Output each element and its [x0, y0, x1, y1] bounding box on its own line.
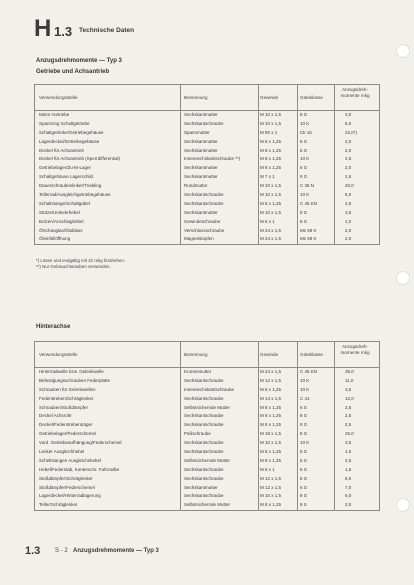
table-body: [35, 111, 379, 244]
page-footer: [25, 545, 325, 559]
table-cell: Schrauben für Gelenkwellen: [39, 386, 96, 392]
binder-holes: [396, 0, 410, 585]
table-cell: Federstreben/Schräglenker: [39, 395, 94, 401]
table-cell: M 80 x 1: [260, 129, 278, 135]
table-row: [35, 173, 379, 182]
table-row: [35, 501, 379, 510]
table-cell: M 10 x 1,5: [260, 120, 282, 126]
column-divider: [334, 85, 335, 244]
table-row: [35, 386, 379, 395]
table-row: [35, 377, 379, 386]
table-cell: M 8 x 1,25: [260, 457, 282, 463]
table-cell: 2,5: [345, 404, 352, 410]
table-cell: Magnetstopfen: [184, 236, 214, 242]
table-cell: Sechskantmutter: [184, 484, 218, 490]
table-cell: M 8 x 1,25: [260, 422, 282, 428]
table-row: [35, 164, 379, 173]
table-cell: M 10 x 1,5: [260, 493, 282, 499]
table-cell: M 12 x 1,5: [260, 475, 282, 481]
table-row: [35, 457, 379, 466]
table-cell: Sechskantschraube: [184, 395, 224, 401]
table-row: [35, 138, 379, 147]
column-divider: [180, 85, 181, 244]
table-row: [35, 182, 379, 191]
table-header: [35, 85, 379, 111]
table-cell: Selbstsichernde Mutter: [184, 502, 231, 508]
column-divider: [297, 85, 298, 244]
table-cell: M 8 x 1: [260, 466, 275, 472]
column-header: Gewinde: [260, 95, 279, 100]
table-cell: Schellstangen Ausgleichshebel: [39, 457, 102, 463]
table-row: [35, 448, 379, 457]
table-cell: 6 S: [300, 404, 307, 410]
table-cell: M 10 x 1,5: [260, 192, 282, 198]
table-cell: Selbstsichernde Mutter: [184, 404, 231, 410]
table-cell: 6,0: [345, 493, 352, 499]
table-cell: 12,0: [345, 395, 354, 401]
column-divider: [258, 342, 259, 510]
table-cell: Sechskantschraube: [184, 413, 224, 419]
table-cell: Lagerdeckel/Getriebegehäuse: [39, 138, 100, 144]
table-cell: Schaltgetriebe/Getriebegehäuse: [39, 129, 104, 135]
table-cell: Lenker Ausgleichhebel: [39, 449, 85, 455]
punch-hole: [396, 271, 410, 285]
table-cell: 1,0: [345, 218, 352, 224]
table-cell: 6 G: [300, 138, 308, 144]
table-row: [35, 129, 379, 138]
table-cell: M 8 x 1,25: [260, 386, 282, 392]
table-cell: M 24 x 1,5: [260, 227, 282, 233]
column-header: Verwendungsstelle: [39, 352, 78, 357]
table-cell: Hinterradwelle bzw. Gelenkwelle: [39, 369, 104, 374]
table-cell: Sechskantmutter: [184, 147, 218, 153]
table-cell: 1,5: [345, 449, 352, 455]
table-cell: M 8 x 1,25: [260, 200, 282, 206]
table-cell: 8 G: [300, 209, 308, 215]
table-cell: 5,0: [345, 120, 352, 126]
table-cell: Sechskantschraube: [184, 475, 224, 481]
table-cell: M 18 x 1,5: [260, 431, 282, 437]
table-cell: 6 S: [300, 457, 307, 463]
table-cell: M 12 x 1,5: [260, 377, 282, 383]
table-cell: Sechskantschraube: [184, 422, 224, 428]
table-cell: M 8 x 1,25: [260, 147, 282, 153]
table-cell: 2,5: [345, 413, 352, 419]
column-header: Gewinde: [260, 352, 279, 357]
table-cell: Innensechskantschraube: [184, 386, 235, 392]
header-title: Technische Daten: [79, 27, 135, 34]
table-row: [35, 475, 379, 484]
table-cell: Ölschauglas/Ölablass: [39, 227, 83, 233]
table-cell: Sechskantschraube: [184, 466, 224, 472]
table-cell: Sechskantschraube: [184, 120, 224, 126]
table-cell: 2,0: [345, 227, 352, 233]
table-cell: C 45 KN: [300, 369, 318, 374]
punch-hole: [396, 498, 410, 512]
header-number: 1.3: [54, 24, 73, 39]
table-cell: Paßschraube: [184, 431, 211, 437]
table-cell: Sechskantmutter: [184, 112, 218, 117]
table-cell: Ms 58 K: [300, 236, 317, 242]
table-cell: Sechskantschraube: [184, 449, 224, 455]
table-cell: M 8 x 1,25: [260, 502, 282, 508]
table-cell: Deckel für Achsantrieb: [39, 147, 85, 153]
torque-table-gearbox: [34, 84, 380, 245]
table-cell: 8 G: [300, 493, 308, 499]
table-cell: 2,0: [345, 138, 352, 144]
table-cell: 6,0: [345, 475, 352, 481]
table-cell: M 12 x 1,5: [260, 484, 282, 490]
table-cell: 8 G: [300, 431, 308, 437]
column-header: Anzugsdreh- momente mkg: [340, 87, 370, 98]
punch-hole: [396, 44, 410, 58]
table-row: [35, 235, 379, 244]
table-cell: C 41: [300, 395, 310, 401]
table-cell: Bolzen/Anschlaghebel: [39, 218, 84, 224]
column-divider: [180, 342, 181, 510]
table-cell: 7,0: [345, 484, 352, 490]
table-body: [35, 368, 379, 510]
table-cell: 35,0: [345, 369, 354, 374]
table-cell: 10 K: [300, 386, 310, 392]
table-cell: Stütze/Umkehrhebel: [39, 209, 80, 215]
table-cell: Dauerschraubenlinker/Triebling: [39, 183, 102, 189]
table-cell: 3,5: [345, 440, 352, 446]
table-cell: Stoßdämpfer/Schräglenker: [39, 475, 93, 481]
table-row: [35, 111, 379, 120]
table-cell: Sechskantschraube: [184, 377, 224, 383]
table-row: [35, 155, 379, 164]
table-row: [35, 492, 379, 501]
column-header: Verwendungsstelle: [39, 95, 78, 100]
table-cell: Vord. Getriebeaufhängung/Federschemel: [39, 440, 122, 446]
table-cell: 10 K: [300, 192, 310, 198]
table-cell: Tellerrad/Ausgleichgetriebegehäuse: [39, 192, 111, 198]
table-cell: M 8 x 1,25: [260, 138, 282, 144]
table-row: [35, 368, 379, 377]
table-cell: Teller/Schräglenker: [39, 502, 78, 508]
table-cell: Getriebelager/Federschemel: [39, 431, 97, 437]
table-row: [35, 412, 379, 421]
section-title: Hinterachse: [36, 324, 71, 330]
table-row: [35, 191, 379, 200]
table-cell: 6 S: [300, 502, 307, 508]
table-cell: 8 G: [300, 475, 308, 481]
table-cell: Befestigungsschrauben Federplatte: [39, 377, 111, 383]
table-cell: Ck 15: [300, 129, 312, 135]
table-cell: 6 G: [300, 165, 308, 171]
table-row: [35, 120, 379, 129]
table-cell: 8 G: [300, 218, 308, 224]
table-cell: 2,5: [345, 457, 352, 463]
table-row: [35, 395, 379, 404]
table-cell: 6 G: [300, 174, 308, 180]
section-title: Anzugsdrehmomente — Typ 3: [36, 58, 122, 64]
table-cell: 8 G: [300, 422, 308, 428]
table-cell: 6 G: [300, 484, 308, 490]
table-cell: 8 G: [300, 112, 308, 117]
table-cell: Spannring Schaltgetriebe: [39, 120, 90, 126]
table-cell: 3,5: [345, 209, 352, 215]
table-cell: Rundmutter: [184, 183, 208, 189]
table-row: [35, 209, 379, 218]
table-cell: C 45 KN: [300, 200, 318, 206]
table-row: [35, 430, 379, 439]
table-cell: M 10 x 1,5: [260, 112, 282, 117]
table-cell: M 14 x 1,5: [260, 395, 282, 401]
table-cell: 2,5: [345, 422, 352, 428]
table-cell: Hebel/Federstab, Konterschr. Fahrradke: [39, 466, 120, 472]
table-cell: Ms 58 K: [300, 227, 317, 233]
table-cell: Schrauben/Stoßdämpfer: [39, 404, 89, 410]
table-cell: M 24 x 1,5: [260, 236, 282, 242]
table-cell: 3,5: [345, 386, 352, 392]
footnote: **) Nur Gebrauchtsrauben verwenden.: [36, 264, 111, 269]
table-row: [35, 227, 379, 236]
table-cell: M 8 x 1,25: [260, 413, 282, 419]
table-cell: 25,0: [345, 431, 354, 437]
table-cell: M 24 x 1,5: [260, 369, 282, 374]
table-cell: M 8 x 1,25: [260, 404, 282, 410]
footer-page-number: S - 2: [55, 548, 68, 554]
table-cell: M 8 x 1,25: [260, 165, 282, 171]
page-header: [34, 17, 374, 43]
torque-table-rear-axle: [34, 341, 380, 511]
column-header: Benennung: [184, 352, 208, 357]
table-cell: Schaltgehäuse Lagerschild: [39, 174, 94, 180]
column-header: Anzugsdreh- momente mkg: [340, 344, 370, 355]
table-cell: 20,0: [345, 183, 354, 189]
table-row: [35, 484, 379, 493]
table-row: [35, 200, 379, 209]
table-row: [35, 421, 379, 430]
table-cell: 2,0: [345, 236, 352, 242]
table-cell: M 8 x 1,25: [260, 449, 282, 455]
header-letter: H: [34, 15, 51, 42]
table-cell: Sechskantschraube: [184, 440, 224, 446]
table-cell: 2,0: [345, 165, 352, 171]
table-cell: 22,0*): [345, 129, 358, 135]
table-cell: Selbstsichernde Mutter: [184, 457, 231, 463]
table-cell: Stoßdämpfer/Federschemel: [39, 484, 95, 490]
table-cell: Spannmutter: [184, 129, 210, 135]
column-divider: [334, 342, 335, 510]
table-cell: Schaltstange/Schaltgabel: [39, 200, 90, 206]
table-row: [35, 404, 379, 413]
table-cell: Gewindeschraube: [184, 218, 221, 224]
table-cell: Deckel/Federstrebenträger: [39, 422, 93, 428]
table-cell: 11,0: [345, 377, 354, 383]
section-subtitle: Getriebe und Achsantrieb: [36, 69, 110, 75]
table-cell: Innensechskantschraube **): [184, 156, 241, 162]
table-cell: 2,5: [345, 200, 352, 206]
table-cell: M 10 x 1,5: [260, 440, 282, 446]
table-cell: M 7 x 1: [260, 174, 275, 180]
table-cell: 6,0: [345, 192, 352, 198]
table-cell: Sechskantschraube: [184, 200, 224, 206]
table-cell: 8 G: [300, 413, 308, 419]
column-header: Güteklasse: [300, 95, 323, 100]
table-cell: Motor-Getriebe: [39, 112, 70, 117]
table-cell: Kronenmutter: [184, 369, 212, 374]
table-cell: C 35 N: [300, 183, 315, 189]
table-cell: M 6 x 1: [260, 218, 275, 224]
table-row: [35, 466, 379, 475]
table-cell: 1,5: [345, 466, 352, 472]
table-cell: 10 K: [300, 377, 310, 383]
table-cell: 1,5: [345, 174, 352, 180]
table-cell: 10 K: [300, 156, 310, 162]
table-row: [35, 439, 379, 448]
table-cell: Öleinfüllöffnung: [39, 236, 71, 242]
table-header: [35, 342, 379, 368]
table-row: [35, 218, 379, 227]
table-cell: 6 G: [300, 449, 308, 455]
footer-section: 1.3: [25, 545, 41, 557]
table-cell: 6 G: [300, 466, 308, 472]
table-cell: Sechskantschraube: [184, 192, 224, 198]
table-cell: 2,0: [345, 147, 352, 153]
table-cell: Deckel Achsrohr: [39, 413, 72, 419]
table-cell: Deckel für Achsantrieb (Sperrdifferential): [39, 156, 120, 162]
footer-title: Anzugsdrehmomente — Typ 3: [73, 548, 159, 554]
table-cell: 10 K: [300, 440, 310, 446]
column-divider: [258, 85, 259, 244]
column-header: Benennung: [184, 95, 208, 100]
table-row: [35, 147, 379, 156]
table-cell: M 10 x 1,5: [260, 209, 282, 215]
table-cell: Lagerdeckel/Hinterradlagerung: [39, 493, 101, 499]
column-header: Güteklasse: [300, 352, 323, 357]
footnote: *) Lösen und endgültig mit 22 mkg festziehen.: [36, 258, 126, 263]
table-cell: Sechskantmutter: [184, 209, 218, 215]
table-cell: M 8 x 1,25: [260, 156, 282, 162]
column-divider: [297, 342, 298, 510]
table-cell: 6 G: [300, 147, 308, 153]
table-cell: Getriebelager/Zu-M-Lager: [39, 165, 92, 171]
table-cell: 2,5: [345, 156, 352, 162]
table-cell: 3,0: [345, 112, 352, 117]
table-cell: Sechskantmutter: [184, 138, 218, 144]
table-cell: Sechskantschraube: [184, 493, 224, 499]
table-cell: Sechskantmutter: [184, 174, 218, 180]
table-cell: M 10 x 1,5: [260, 183, 282, 189]
table-cell: 2,0: [345, 502, 352, 508]
table-cell: Verschlussschraube: [184, 227, 225, 233]
table-cell: Sechskantmutter: [184, 165, 218, 171]
table-cell: 10 K: [300, 120, 310, 126]
